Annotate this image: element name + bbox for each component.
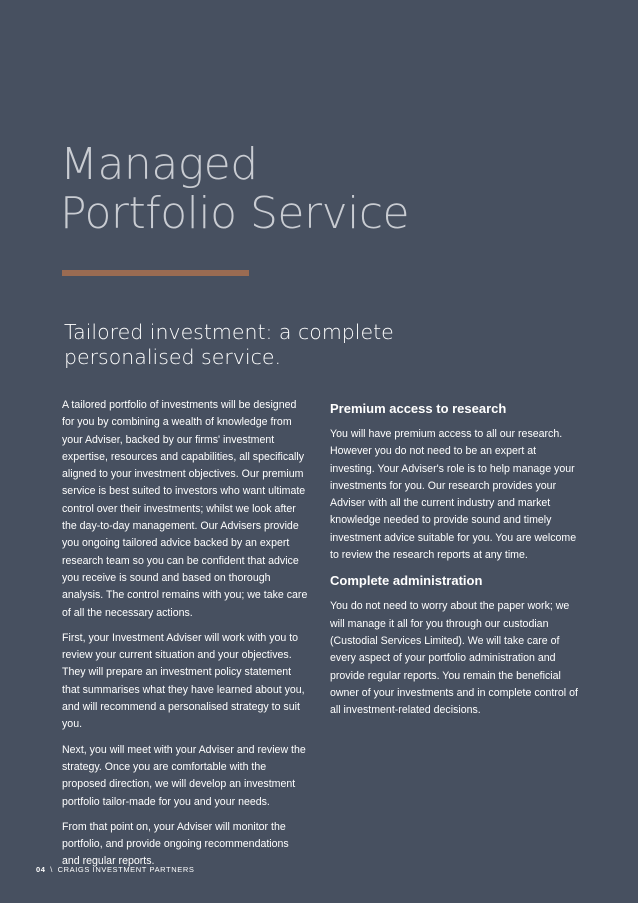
- page-title: [60, 140, 409, 238]
- page-title-line-2: Portfolio Service: [60, 188, 410, 239]
- subtitle-line-2: personalised service.: [64, 345, 281, 369]
- page-footer: [36, 865, 194, 874]
- next-step-paragraph: Next, you will meet with your Adviser and review the strategy. Once you are comfortable with the proposed direction, we will develop an investment portfolio tailor-made for you and your needs.: [62, 743, 306, 808]
- research-heading: Premium access to research: [330, 401, 507, 416]
- research-paragraph: You will have premium access to all our research. However you do not need to be an expert at investing. Your Adviser's role is to help manage your investments for you. Our research provides your Adviser with all the current industry and market knowledge needed to provide sound and timely investment advice suitable for you. You are welcome to review the research reports at any time.: [330, 428, 577, 562]
- left-column: [62, 397, 308, 879]
- company-name: CRAIGS INVESTMENT PARTNERS: [57, 865, 195, 874]
- subtitle-line-1: Tailored investment: a complete: [64, 320, 394, 344]
- administration-heading: Complete administration: [330, 573, 483, 589]
- right-column: [330, 400, 580, 727]
- subtitle: [64, 320, 394, 370]
- intro-paragraph: A tailored portfolio of investments will be designed for you by combining a wealth of knowledge from your Adviser, backed by our firms' investment expertise, resources and capabilities, all specifically aligned to your investment objectives. Our premium service is best suited to investors who want ultimate control over their investments; whilst we look after the day-to-day management. Our Advisers provide you ongoing tailored advice backed by an expert research team so you can be confident that advice you receive is sound and based on thorough analysis. The control remains with you; we take care of all the necessary actions.: [62, 399, 308, 619]
- page-title-line-1: Managed: [60, 139, 258, 190]
- first-step-paragraph: First, your Investment Adviser will work with you to review your current situation and your objectives. They will prepare an investment policy statement that summarises what they have learned about you, and will recommend a personalised strategy to suit you.: [62, 631, 305, 731]
- footer-separator: \: [50, 865, 53, 874]
- ongoing-paragraph: From that point on, your Adviser will monitor the portfolio, and provide ongoing recommendations and regular reports.: [62, 820, 289, 868]
- title-divider: [62, 270, 249, 276]
- administration-paragraph: You do not need to worry about the paper work; we will manage it all for you through our custodian (Custodial Services Limited). We will take care of every aspect of your portfolio administration and provide regular reports. You remain the beneficial owner of your investments and in complete control of all investment-related decisions.: [330, 600, 578, 717]
- page-number: 04: [36, 865, 46, 874]
